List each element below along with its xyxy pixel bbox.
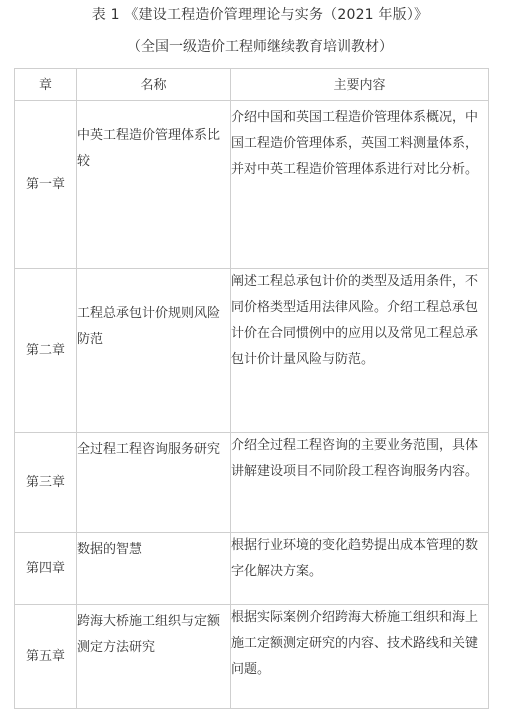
name-cell: 全过程工程咨询服务研究 <box>77 433 231 533</box>
table-row <box>15 605 489 709</box>
content-cell: 根据实际案例介绍跨海大桥施工组织和海上施工定额测定研究的内容、技术路线和关键问题。 <box>231 605 489 709</box>
chapter-cell: 第五章 <box>15 605 77 709</box>
table-row <box>15 269 489 433</box>
name-cell: 跨海大桥施工组织与定额测定方法研究 <box>77 605 231 709</box>
table-row <box>15 101 489 269</box>
table-subtitle: （全国一级造价工程师继续教育培训教材） <box>127 39 393 55</box>
content-cell: 介绍中国和英国工程造价管理体系概况，中国工程造价管理体系，英国工料测量体系，并对中英工程造价管理体系进行对比分析。 <box>231 101 489 269</box>
content-cell: 介绍全过程工程咨询的主要业务范围，具体讲解建设项目不同阶段工程咨询服务内容。 <box>231 433 489 533</box>
chapter-cell: 第三章 <box>15 433 77 533</box>
chapter-table <box>14 68 489 709</box>
content-cell: 根据行业环境的变化趋势提出成本管理的数字化解决方案。 <box>231 533 489 605</box>
chapter-cell: 第四章 <box>15 533 77 605</box>
header-content: 主要内容 <box>231 69 489 101</box>
name-cell: 工程总承包计价规则风险防范 <box>77 269 231 433</box>
header-chapter: 章 <box>15 69 77 101</box>
chapter-cell: 第二章 <box>15 269 77 433</box>
table-row <box>15 433 489 533</box>
table-title: 表 1 《建设工程造价管理理论与实务（2021 年版）》 <box>91 7 429 23</box>
name-cell: 数据的智慧 <box>77 533 231 605</box>
name-cell: 中英工程造价管理体系比较 <box>77 101 231 269</box>
table-header-row <box>15 69 489 101</box>
table-row <box>15 533 489 605</box>
header-name: 名称 <box>77 69 231 101</box>
content-cell: 阐述工程总承包计价的类型及适用条件，不同价格类型适用法律风险。介绍工程总承包计价在合同惯例中的应用以及常见工程总承包计价计量风险与防范。 <box>231 269 489 433</box>
chapter-cell: 第一章 <box>15 101 77 269</box>
